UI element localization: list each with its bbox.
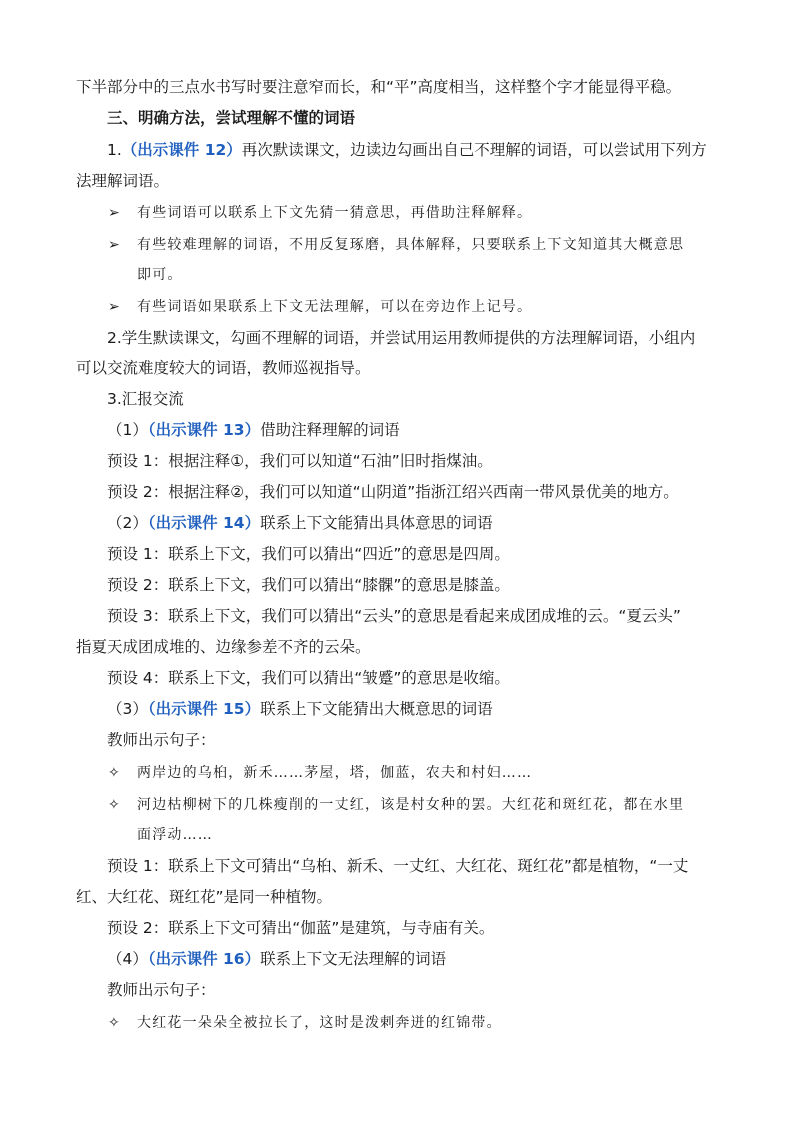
text-l18: 预设 3：联系上下文，我们可以猜出“云头”的意思是看起来成团成堆的云。“夏云头”: [107, 607, 681, 625]
list-item-text: 有些较难理解的词语，不用反复琢磨，具体解释，只要联系上下文知道其大概意思: [137, 237, 685, 253]
text-l14: 预设 2：根据注释②，我们可以知道“山阴道”指浙江绍兴西南一带风景优美的地方。: [107, 483, 679, 501]
item-body: 联系上下文能猜出具体意思的词语: [260, 514, 493, 532]
text-l17: 预设 2：联系上下文，我们可以猜出“膝髁”的意思是膝盖。: [107, 576, 510, 594]
item-number: （3）: [107, 700, 148, 718]
quote-text: 河边枯柳树下的几株瘦削的一丈红，该是村女种的罢。大红花和斑红花，都在水里: [137, 797, 685, 813]
quote-text: 面浮动……: [137, 827, 213, 843]
section-title: 三、明确方法，尝试理解不懂的词语: [107, 109, 356, 127]
text-l22: 教师出示句子：: [107, 731, 216, 749]
list-item-text: 有些词语可以联系上下文先猜一猜意思，再借助注释解释。: [137, 205, 533, 221]
text-l04: 法理解词语。: [76, 172, 170, 190]
text-l30: 教师出示句子：: [107, 981, 216, 999]
text-l26: 预设 1：联系上下文可猜出“乌桕、新禾、一丈红、大红花、斑红花”都是植物，“一丈: [107, 857, 689, 875]
courseware-tag: （出示课件 15）: [147, 700, 261, 718]
arrow-bullet-icon: ➢: [108, 205, 121, 221]
item-text: [107, 699, 493, 719]
quote-text: 大红花一朵朵全被拉长了，这时是泼剌奔迸的红锦带。: [137, 1015, 502, 1031]
item-body: 联系上下文无法理解的词语: [260, 950, 447, 968]
text-l19: 指夏天成团成堆的、边缘参差不齐的云朵。: [76, 638, 371, 656]
list-item-text: 即可。: [137, 267, 183, 283]
courseware-tag: （出示课件 13）: [147, 421, 261, 439]
text-l01: 下半部分中的三点水书写时要注意窄而长，和“平”高度相当，这样整个字才能显得平稳。: [76, 78, 682, 96]
item-text: [107, 140, 707, 160]
arrow-bullet-icon: ➢: [108, 237, 121, 253]
text-l09: 2.学生默读课文，勾画不理解的词语，并尝试用运用教师提供的方法理解词语，小组内: [107, 329, 696, 347]
item-text: [107, 513, 493, 533]
list-item-text: 有些词语如果联系上下文无法理解，可以在旁边作上记号。: [137, 299, 533, 315]
text-l28: 预设 2：联系上下文可猜出“伽蓝”是建筑，与寺庙有关。: [107, 919, 495, 937]
courseware-tag: （出示课件 16）: [147, 950, 261, 968]
item-text: [107, 949, 446, 969]
text-l11: 3.汇报交流: [107, 390, 184, 408]
item-text: [107, 420, 400, 440]
item-number: （4）: [107, 950, 148, 968]
diamond-bullet-icon: ✧: [108, 765, 121, 781]
diamond-bullet-icon: ✧: [108, 1015, 121, 1031]
text-l20: 预设 4：联系上下文，我们可以猜出“皱蹙”的意思是收缩。: [107, 669, 510, 687]
arrow-bullet-icon: ➢: [108, 299, 121, 315]
item-number: （1）: [107, 421, 148, 439]
courseware-tag: （出示课件 12）: [121, 141, 242, 159]
item-number: （2）: [107, 514, 148, 532]
item-body: 联系上下文能猜出大概意思的词语: [260, 700, 493, 718]
item-body: 再次默读课文，边读边勾画出自己不理解的词语，可以尝试用下列方: [241, 141, 707, 159]
item-body: 借助注释理解的词语: [260, 421, 400, 439]
text-l27: 红、大红花、斑红花”是同一种植物。: [76, 888, 333, 906]
diamond-bullet-icon: ✧: [108, 797, 121, 813]
text-l10: 可以交流难度较大的词语，教师巡视指导。: [76, 359, 371, 377]
courseware-tag: （出示课件 14）: [147, 514, 261, 532]
quote-text: 两岸边的乌桕，新禾……茅屋，塔，伽蓝，农夫和村妇……: [137, 765, 533, 781]
text-l16: 预设 1：联系上下文，我们可以猜出“四近”的意思是四周。: [107, 545, 510, 563]
item-number: 1.: [107, 141, 122, 159]
text-l13: 预设 1：根据注释①，我们可以知道“石油”旧时指煤油。: [107, 452, 493, 470]
